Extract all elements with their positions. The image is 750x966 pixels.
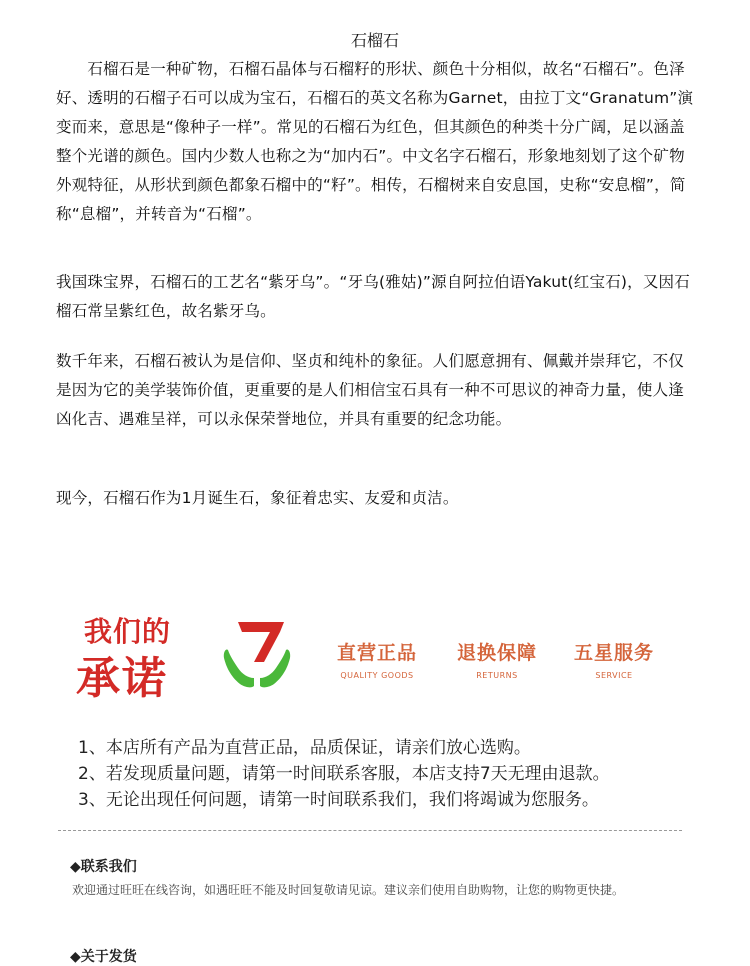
policy-item: 3、无论出现任何问题，请第一时间联系我们，我们将竭诚为您服务。 bbox=[78, 790, 599, 810]
feature-sub: RETURNS bbox=[476, 671, 518, 680]
article-title: 石榴石 bbox=[350, 31, 399, 50]
article-paragraph-3: 数千年来，石榴石被认为是信仰、坚贞和纯朴的象征。人们愿意拥有、佩戴并崇拜它，不仅是因为它的美学装饰价值，更重要的是人们相信宝石具有一种不可思议的神奇力量，使人逢凶化吉、遇难呈祥，可以永保荣誉地位，并具有重要的纪念功能。 bbox=[56, 352, 685, 428]
shipping-title: ◆关于发货 bbox=[70, 949, 137, 965]
article-paragraph-2: 我国珠宝界，石榴石的工艺名“紫牙乌”。“牙乌(雅姑)”源自阿拉伯语Yakut(红宝石)，又因石榴石常呈紫红色，故名紫牙乌。 bbox=[56, 273, 690, 320]
contact-text: 欢迎通过旺旺在线咨询，如遇旺旺不能及时回复敬请见谅。建议亲们使用自助购物，让您的购物更快捷。 bbox=[72, 883, 625, 897]
divider bbox=[58, 830, 682, 831]
feature-name: 五星服务 bbox=[573, 642, 654, 664]
promise-title-line2: 承诺 bbox=[76, 653, 168, 704]
feature-returns bbox=[453, 638, 541, 680]
feature-name: 退换保障 bbox=[456, 642, 537, 664]
seven-logo-icon bbox=[220, 614, 294, 692]
promise-title-line1: 我们的 bbox=[84, 615, 172, 648]
feature-quality-goods bbox=[335, 638, 419, 680]
policy-item: 1、本店所有产品为直营正品，品质保证，请亲们放心选购。 bbox=[78, 738, 531, 758]
feature-service bbox=[572, 638, 656, 680]
article-paragraph-1: 石榴石是一种矿物，石榴石晶体与石榴籽的形状、颜色十分相似，故名“石榴石”。色泽好、透明的石榴子石可以成为宝石，石榴石的英文名称为Garnet，由拉丁文“Granatum”演变而来，意思是“像种子一样”。常见的石榴石为红色，但其颜色的种类十分广阔，足以涵盖整个光谱的颜色。国内少数人也称之为“加内石”。中文名字石榴石，形象地刻划了这个矿物外观特征，从形状到颜色都象石榴中的“籽”。相传，石榴树来自安息国，史称“安息榴”，简称“息榴”，并转音为“石榴”。 bbox=[56, 60, 694, 223]
policy-item: 2、若发现质量问题，请第一时间联系客服，本店支持7天无理由退款。 bbox=[78, 764, 610, 784]
feature-sub: SERVICE bbox=[595, 671, 633, 680]
article-paragraph-4: 现今，石榴石作为1月诞生石，象征着忠实、友爱和贞洁。 bbox=[56, 489, 459, 507]
feature-name: 直营正品 bbox=[336, 642, 417, 664]
contact-title: ◆联系我们 bbox=[70, 859, 137, 875]
promise-banner bbox=[0, 600, 750, 710]
feature-sub: QUALITY GOODS bbox=[340, 671, 414, 680]
